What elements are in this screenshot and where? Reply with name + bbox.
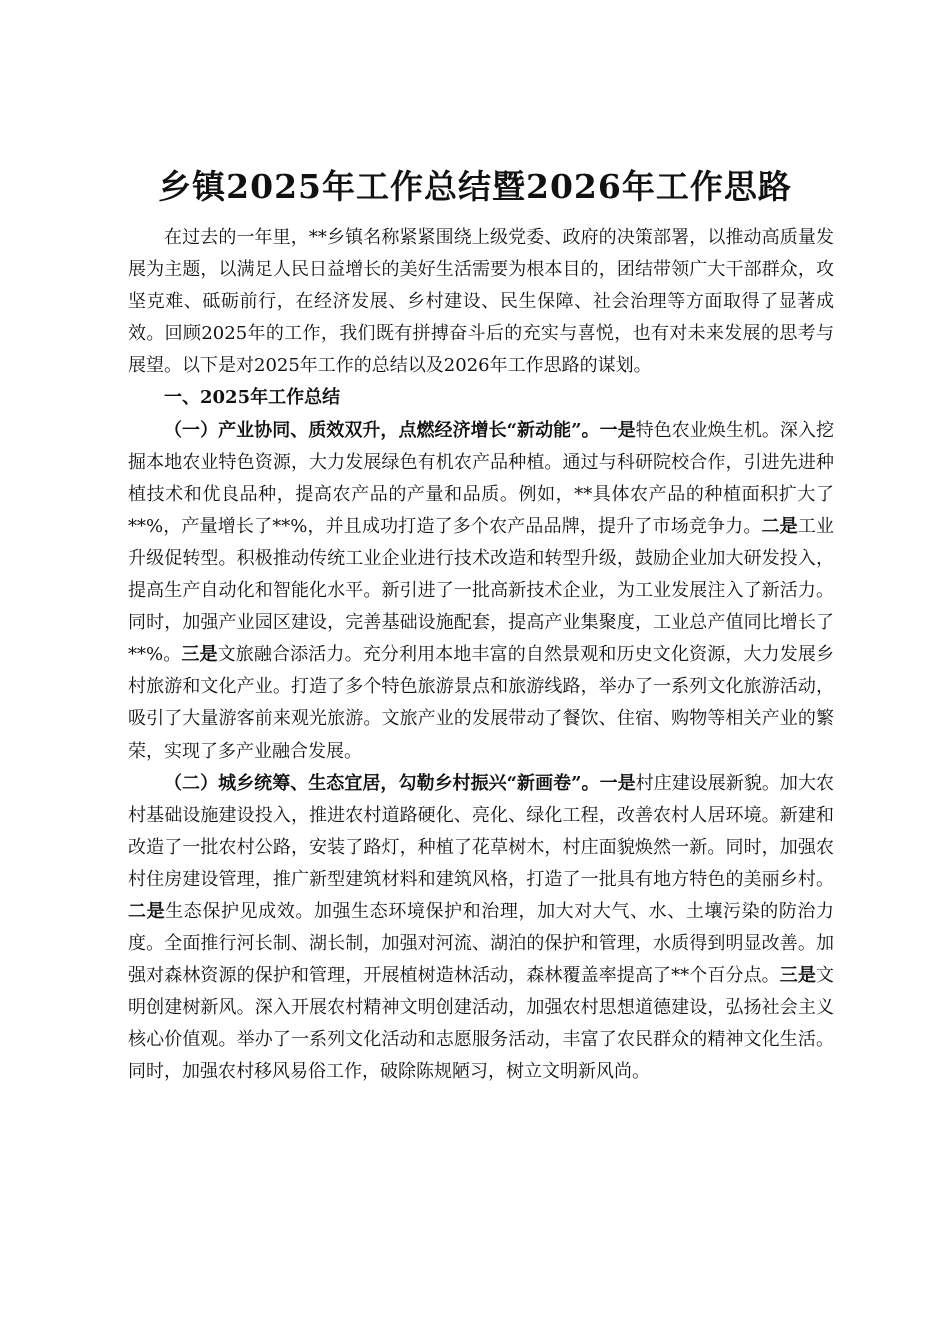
point-2-lead: 二是 xyxy=(761,515,798,537)
point-3-text: 文明创建树新风。深入开展农村精神文明创建活动，加强农村思想道德建设，弘扬社会主义核心价值观。举办了一系列文化活动和志愿服务活动，丰富了农民群众的精神文化生活。同时，加强农村移风易俗工作，破除陈规陋习，树立文明新风尚。 xyxy=(128,965,835,1083)
subsection-2-heading: （二）城乡统筹、生态宜居，勾勒乡村振兴“新画卷”。 xyxy=(164,772,600,794)
point-1-lead: 一是 xyxy=(599,419,636,441)
point-3-lead: 三是 xyxy=(779,965,817,987)
point-1-lead: 一是 xyxy=(599,772,636,794)
point-3-lead: 三是 xyxy=(181,644,218,666)
document-title: 乡镇2025年工作总结暨2026年工作思路 xyxy=(158,167,792,206)
point-2-lead: 二是 xyxy=(128,900,166,922)
point-2-text: 生态保护见成效。加强生态环境保护和治理，加大对大气、水、土壤污染的防治力度。全面推行河长制、湖长制，加强对河流、湖泊的保护和管理，水质得到明显改善。加强对森林资源的保护和管理，开展植树造林活动，森林覆盖率提高了**个百分点。 xyxy=(128,900,835,987)
section-heading-summary: 一、2025年工作总结 xyxy=(164,387,341,409)
point-1-text: 村庄建设展新貌。加大农村基础设施建设投入，推进农村道路硬化、亮化、绿化工程，改善农村人居环境。新建和改造了一批农村公路，安装了路灯，种植了花草树木，村庄面貌焕然一新。同时，加强农村住房建设管理，推广新型建筑材料和建筑风格，打造了一批具有地方特色的美丽乡村。 xyxy=(128,772,835,890)
subsection-2-paragraph xyxy=(128,768,834,1089)
document-body xyxy=(128,222,834,1089)
point-1-text: 特色农业焕生机。深入挖掘本地农业特色资源，大力发展绿色有机农产品种植。通过与科研院校合作，引进先进种植技术和优良品种，提高农产品的产量和品质。例如，**具体农产品的种植面积扩大了**%，产量增长了**%，并且成功打造了多个农产品品牌，提升了市场竞争力。 xyxy=(128,419,835,537)
subsection-1-paragraph xyxy=(128,415,834,768)
intro-paragraph: 在过去的一年里，**乡镇名称紧紧围绕上级党委、政府的决策部署，以推动高质量发展为主题，以满足人民日益增长的美好生活需要为根本目的，团结带领广大干部群众，攻坚克难、砥砺前行，在经济发展、乡村建设、民生保障、社会治理等方面取得了显著成效。回顾2025年的工作，我们既有拼搏奋斗后的充实与喜悦，也有对未来发展的思考与展望。以下是对2025年工作的总结以及2026年工作思路的谋划。 xyxy=(128,227,834,377)
point-2-text: 工业升级促转型。积极推动传统工业企业进行技术改造和转型升级，鼓励企业加大研发投入，提高生产自动化和智能化水平。新引进了一批高新技术企业，为工业发展注入了新活力。同时，加强产业园区建设，完善基础设施配套，提高产业集聚度，工业总产值同比增长了**%。 xyxy=(128,515,835,666)
subsection-1-heading: （一）产业协同、质效双升，点燃经济增长“新动能”。 xyxy=(164,419,600,441)
point-3-text: 文旅融合添活力。充分利用本地丰富的自然景观和历史文化资源，大力发展乡村旅游和文化产业。打造了多个特色旅游景点和旅游线路，举办了一系列文化旅游活动，吸引了大量游客前来观光旅游。文旅产业的发展带动了餐饮、住宿、购物等相关产业的繁荣，实现了多产业融合发展。 xyxy=(128,644,834,762)
